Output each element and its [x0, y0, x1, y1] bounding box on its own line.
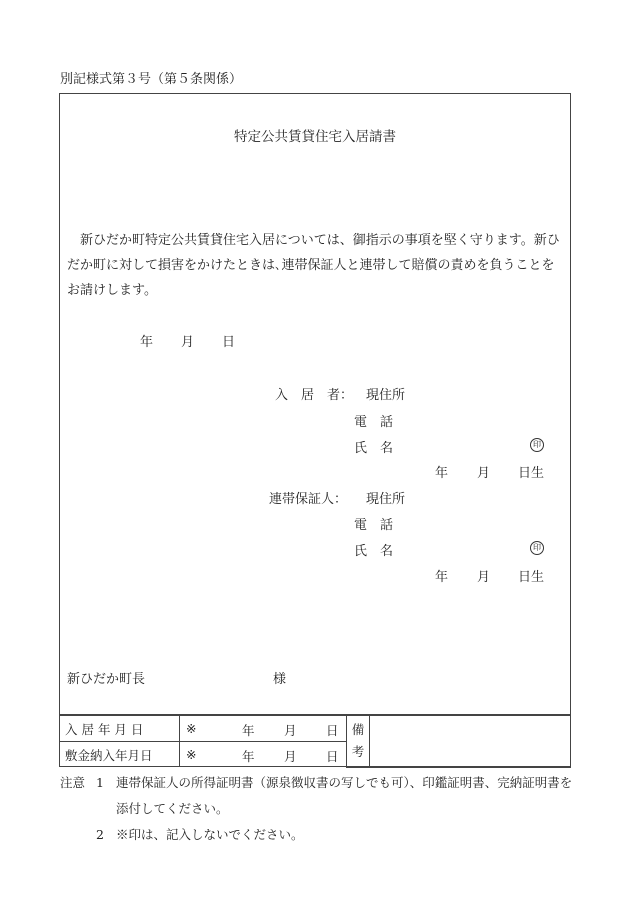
office-use-mark: ※ — [186, 721, 197, 736]
row-day: 日 — [326, 749, 339, 764]
remarks-label: 備 考 — [347, 716, 370, 768]
note-item — [60, 822, 580, 848]
note-text: 連帯保証人の所得証明書（源泉徴収書の写しでも可）、印鑑証明書、完納証明書を添付してください。 — [116, 775, 573, 816]
resident-phone-label: 電 話 — [354, 415, 394, 430]
guarantor-label: 連帯保証人： — [269, 492, 348, 507]
guarantor-name-label: 氏 名 — [354, 544, 394, 559]
date-table — [59, 714, 571, 767]
note-number: 2 — [96, 827, 104, 842]
guarantor-birth-year: 年 — [435, 570, 449, 585]
resident-address-label: 現住所 — [366, 388, 406, 403]
row-value — [180, 716, 347, 742]
resident-birth-month: 月 — [477, 466, 491, 481]
addressee-name: 新ひだか町長 — [67, 672, 146, 687]
row-label: 入 居 年 月 日 — [59, 716, 180, 742]
note-item — [60, 770, 580, 822]
office-use-mark: ※ — [186, 747, 197, 762]
document-title: 特定公共賃貸住宅入居請書 — [234, 129, 396, 145]
form-number: 別記様式第３号（第５条関係） — [60, 72, 243, 87]
pledge-paragraph: 新ひだか町特定公共賃貸住宅入居については、御指示の事項を堅く守ります。新ひだか町に対して損害をかけたときは､連帯保証人と連帯して賠償の責めを負うことをお請けします。 — [67, 233, 560, 298]
row-month: 月 — [284, 723, 297, 738]
resident-birth-day: 日生 — [518, 466, 545, 481]
notes — [60, 770, 580, 848]
row-month: 月 — [284, 749, 297, 764]
note-number: 1 — [96, 775, 104, 790]
remarks-field — [370, 716, 572, 768]
row-value — [180, 742, 347, 768]
row-label: 敷金納入年月日 — [59, 742, 180, 768]
row-day: 日 — [326, 723, 339, 738]
date-year: 年 — [140, 335, 154, 350]
resident-name-label: 氏 名 — [354, 441, 394, 456]
guarantor-seal-icon: 印 — [530, 541, 544, 555]
addressee-honorific: 様 — [273, 672, 287, 687]
table-row — [59, 716, 571, 742]
date-month: 月 — [181, 335, 195, 350]
guarantor-birth-day: 日生 — [518, 570, 545, 585]
resident-seal-icon: 印 — [530, 438, 544, 452]
guarantor-phone-label: 電 話 — [354, 518, 394, 533]
pledge-text — [67, 228, 567, 303]
row-year: 年 — [242, 749, 255, 764]
row-year: 年 — [242, 723, 255, 738]
form-frame — [59, 93, 571, 767]
resident-birth-year: 年 — [435, 466, 449, 481]
guarantor-address-label: 現住所 — [366, 492, 406, 507]
guarantor-birth-month: 月 — [477, 570, 491, 585]
date-day: 日 — [222, 335, 236, 350]
resident-label: 入 居 者： — [275, 388, 354, 403]
note-text: ※印は、記入しないでください。 — [116, 827, 304, 842]
notes-prefix: 注意 — [60, 775, 86, 790]
